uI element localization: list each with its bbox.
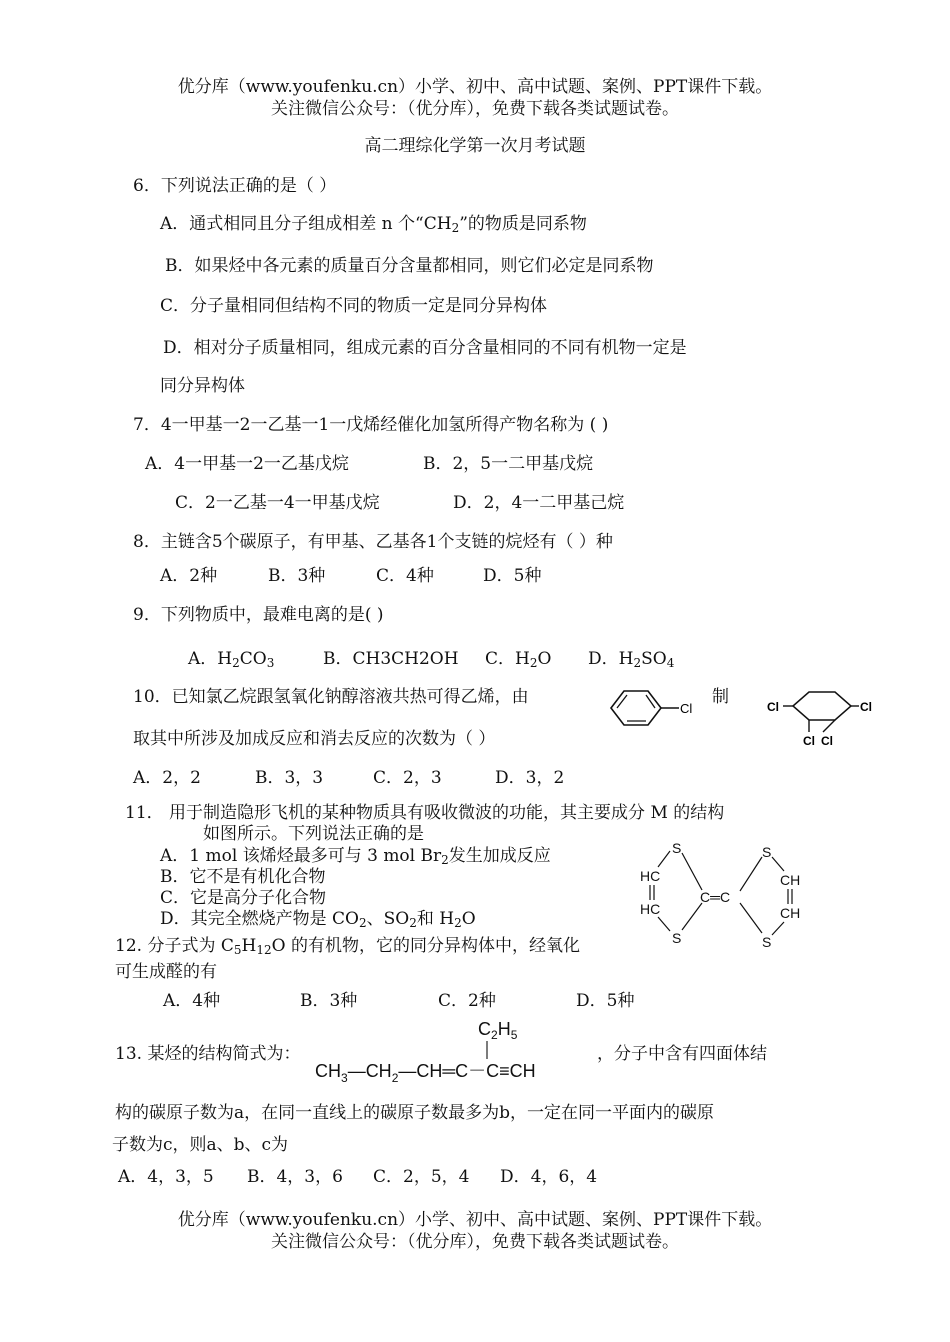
m-ch-bottom: CH bbox=[780, 905, 801, 921]
q13-option-c: C．2，5，4 bbox=[373, 1167, 470, 1187]
q12-option-a: A．4种 bbox=[163, 991, 221, 1011]
tetrachlorocyclohexane-structure bbox=[765, 680, 885, 755]
q10-stem-line2: 取其中所涉及加成反应和消去反应的次数为（ ） bbox=[133, 729, 496, 749]
q13-option-a: A．4，3，5 bbox=[118, 1167, 214, 1187]
q12-stem-line1: 12. 分子式为 $C_5H_{12}O$ 的有机物，它的同分异构体中，经氧化 bbox=[115, 936, 580, 957]
mol2-cl-right: Cl bbox=[860, 700, 872, 714]
q13-option-b: B．4，3，6 bbox=[247, 1167, 343, 1187]
q7-option-d: D．2，4一二甲基己烷 bbox=[453, 493, 625, 513]
q11-option-a: A．1 mol 该烯烃最多可与 3 mol $Br_2$发生加成反应 bbox=[160, 846, 551, 867]
q11-stem-line2: 如图所示。下列说法正确的是 bbox=[203, 824, 424, 844]
footer-line-2: 关注微信公众号：（优分库），免费下载各类试题试卷。 bbox=[271, 1232, 679, 1252]
q13-option-d: D．4，6，4 bbox=[500, 1167, 598, 1187]
q7-option-a: A．4一甲基一2一乙基戊烷 bbox=[145, 454, 349, 474]
q11-option-b: B．它不是有机化合物 bbox=[160, 867, 326, 887]
q8-option-c: C．4种 bbox=[376, 566, 434, 586]
m-s-bottom-right: S bbox=[762, 934, 772, 950]
q9-stem: 9．下列物质中，最难电离的是( ) bbox=[133, 605, 384, 625]
mol2-cl-bottom-1: Cl bbox=[803, 734, 815, 748]
q11-option-d: D．其完全燃烧产物是 $CO_2$、$SO_2$和 $H_2O$ bbox=[160, 909, 476, 930]
m-hc-top: HC bbox=[640, 868, 661, 884]
q6-option-b: B．如果烃中各元素的质量百分含量都相同，则它们必定是同系物 bbox=[165, 256, 654, 276]
q13-structural-formula bbox=[310, 1015, 600, 1087]
m-s-bottom-left: S bbox=[672, 930, 682, 946]
q6-option-d-line2: 同分异构体 bbox=[160, 376, 245, 396]
q13-line2: 构的碳原子数为a，在同一直线上的碳原子数最多为b，一定在同一平面内的碳原 bbox=[115, 1103, 715, 1123]
q10-option-c: C．2，3 bbox=[373, 768, 442, 788]
q13-line3: 子数为c，则a、b、c为 bbox=[112, 1135, 289, 1155]
q8-option-a: A．2种 bbox=[160, 566, 218, 586]
m-center-cc: C═C bbox=[700, 889, 731, 905]
q10-option-a: A．2，2 bbox=[133, 768, 201, 788]
q6-option-c: C．分子量相同但结构不同的物质一定是同分异构体 bbox=[160, 296, 548, 316]
q13-substituent: $C_2H_5$ bbox=[478, 1019, 518, 1042]
compound-m-structure bbox=[630, 835, 810, 955]
q8-stem: 8．主链含5个碳原子，有甲基、乙基各1个支链的烷烃有（ ）种 bbox=[133, 532, 613, 552]
q9-option-c: C．$H_2O$ bbox=[485, 649, 552, 670]
page-title: 高二理综化学第一次月考试题 bbox=[364, 136, 586, 156]
q8-option-d: D．5种 bbox=[483, 566, 542, 586]
q7-option-b: B．2，5一二甲基戊烷 bbox=[423, 454, 594, 474]
m-hc-bottom: HC bbox=[640, 901, 661, 917]
q10-option-d: D．3，2 bbox=[495, 768, 565, 788]
footer-line-1: 优分库（www.youfenku.cn）小学、初中、高中试题、案例、PPT课件下载。 bbox=[177, 1210, 773, 1230]
m-s-top-right: S bbox=[762, 844, 772, 860]
q9-option-a: A．$H_2CO_3$ bbox=[188, 649, 275, 670]
q12-stem-line2: 可生成醛的有 bbox=[115, 962, 217, 982]
header-line-1: 优分库（www.youfenku.cn）小学、初中、高中试题、案例、PPT课件下载。 bbox=[177, 77, 773, 97]
m-ch-top: CH bbox=[780, 872, 801, 888]
header-line-2: 关注微信公众号：（优分库），免费下载各类试题试卷。 bbox=[271, 99, 679, 119]
q10-stem-mid: 制 bbox=[712, 687, 729, 707]
q10-stem-line1: 10．已知氯乙烷跟氢氧化钠醇溶液共热可得乙烯，由 bbox=[133, 687, 529, 707]
q12-option-b: B．3种 bbox=[300, 991, 358, 1011]
q13-stem-post: ，分子中含有四面体结 bbox=[597, 1044, 767, 1064]
q8-option-b: B．3种 bbox=[268, 566, 326, 586]
q9-option-d: D．$H_2SO_4$ bbox=[588, 649, 675, 670]
q9-option-b: B．CH3CH2OH bbox=[323, 649, 459, 669]
q11-stem-line1: 11． 用于制造隐形飞机的某种物质具有吸收微波的功能，其主要成分 M 的结构 bbox=[125, 803, 725, 823]
chlorobenzene-structure bbox=[603, 684, 703, 734]
chlorobenzene-cl-label: Cl bbox=[680, 701, 693, 716]
q11-option-c: C．它是高分子化合物 bbox=[160, 888, 327, 908]
mol2-cl-left: Cl bbox=[767, 700, 779, 714]
mol2-cl-bottom-2: Cl bbox=[821, 734, 833, 748]
m-s-top-left: S bbox=[672, 840, 682, 856]
q7-stem: 7．4一甲基一2一乙基一1一戊烯经催化加氢所得产物名称为 ( ) bbox=[133, 415, 609, 435]
q7-option-c: C．2一乙基一4一甲基戊烷 bbox=[175, 493, 380, 513]
q13-main-chain: $CH_3—CH_2—CH═C-C\equiv CH$ bbox=[315, 1061, 536, 1085]
q6-option-d-line1: D．相对分子质量相同，组成元素的百分含量相同的不同有机物一定是 bbox=[163, 338, 687, 358]
q12-option-d: D．5种 bbox=[576, 991, 635, 1011]
q12-option-c: C．2种 bbox=[438, 991, 496, 1011]
q10-option-b: B．3，3 bbox=[255, 768, 324, 788]
q13-stem-pre: 13. 某烃的结构简式为： bbox=[115, 1044, 301, 1064]
q6-option-a: A．通式相同且分子组成相差 n 个“$CH_2$”的物质是同系物 bbox=[160, 214, 587, 235]
q6-stem: 6．下列说法正确的是（ ） bbox=[133, 176, 337, 196]
